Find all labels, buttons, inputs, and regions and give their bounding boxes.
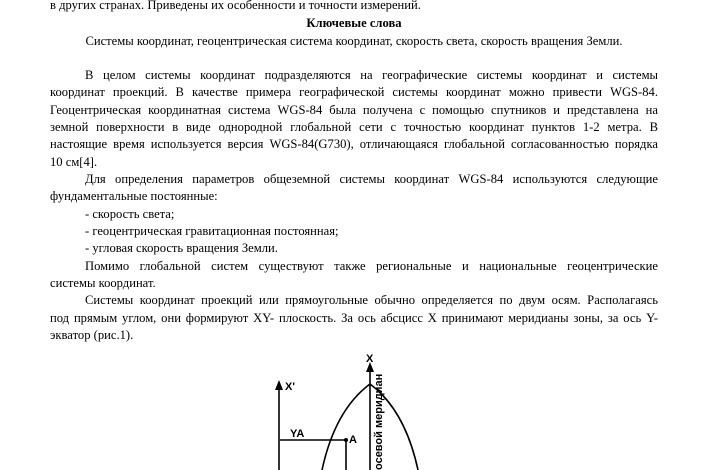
ya-label: YA (290, 428, 305, 440)
paragraph-2-line-2: фундаментальные постоянные: (50, 189, 218, 203)
paragraph-1-line-5: настоящие время используется версия WGS-84(G730), отличающаяся глобальной согласованностью порядка (50, 137, 658, 151)
list-item: - скорость света; (85, 207, 175, 221)
paragraph-4-line-3: экватор (рис.1). (50, 328, 134, 342)
paragraph-3-line-2: системы координат. (50, 276, 156, 290)
paragraph-1-line-1: В целом системы координат подразделяются на географические системы координат и системы (85, 68, 658, 82)
list-item: - геоцентрическая гравитационная постоянная; (85, 224, 339, 238)
paragraph-1-line-2: координат проекций. В качестве примера географической системы координат можно привести WGS-84. (50, 85, 658, 99)
point-a-label: A (349, 434, 357, 446)
x-axis-label: X (366, 353, 374, 365)
paragraph-3-line-1: Помимо глобальной систем существуют также региональные и национальные геоцентрические (85, 259, 658, 273)
keywords-text: Системы координат, геоцентрическая система координат, скорость света, скорость вращения Земли. (85, 34, 623, 48)
abstract-last-line: в других странах. Приведены их особенности и точности измерений. (50, 0, 421, 12)
paragraph-1-line-6: 10 см[4]. (50, 155, 98, 169)
paragraph-1-line-4: земной поверхности в виде однородной глобальной сети с точностью координат пунктов 1-2 метра. В (50, 120, 658, 134)
list-item: - угловая скорость вращения Земли. (85, 241, 278, 255)
paragraph-2-line-1: Для определения параметров общеземной системы координат WGS-84 используются следующие (85, 172, 658, 186)
x-prime-arrow-icon (275, 380, 283, 390)
meridian-label: осевой меридиан (373, 373, 385, 470)
paragraph-1-line-3: Геоцентрическая координатная система WGS-84 была получена с помощью спутников и представлена на (50, 103, 658, 117)
x-prime-label: X' (285, 381, 295, 393)
paragraph-4-line-2: под прямым углом, они формируют XY- плоскость. За ось абсцисс X принимают меридианы зоны, за ось Y- (50, 311, 658, 325)
paragraph-4-line-1: Системы координат проекций или прямоугольные обычно определяется по двум осям. Располагаясь (85, 293, 658, 307)
keywords-heading: Ключевые слова (306, 16, 402, 30)
